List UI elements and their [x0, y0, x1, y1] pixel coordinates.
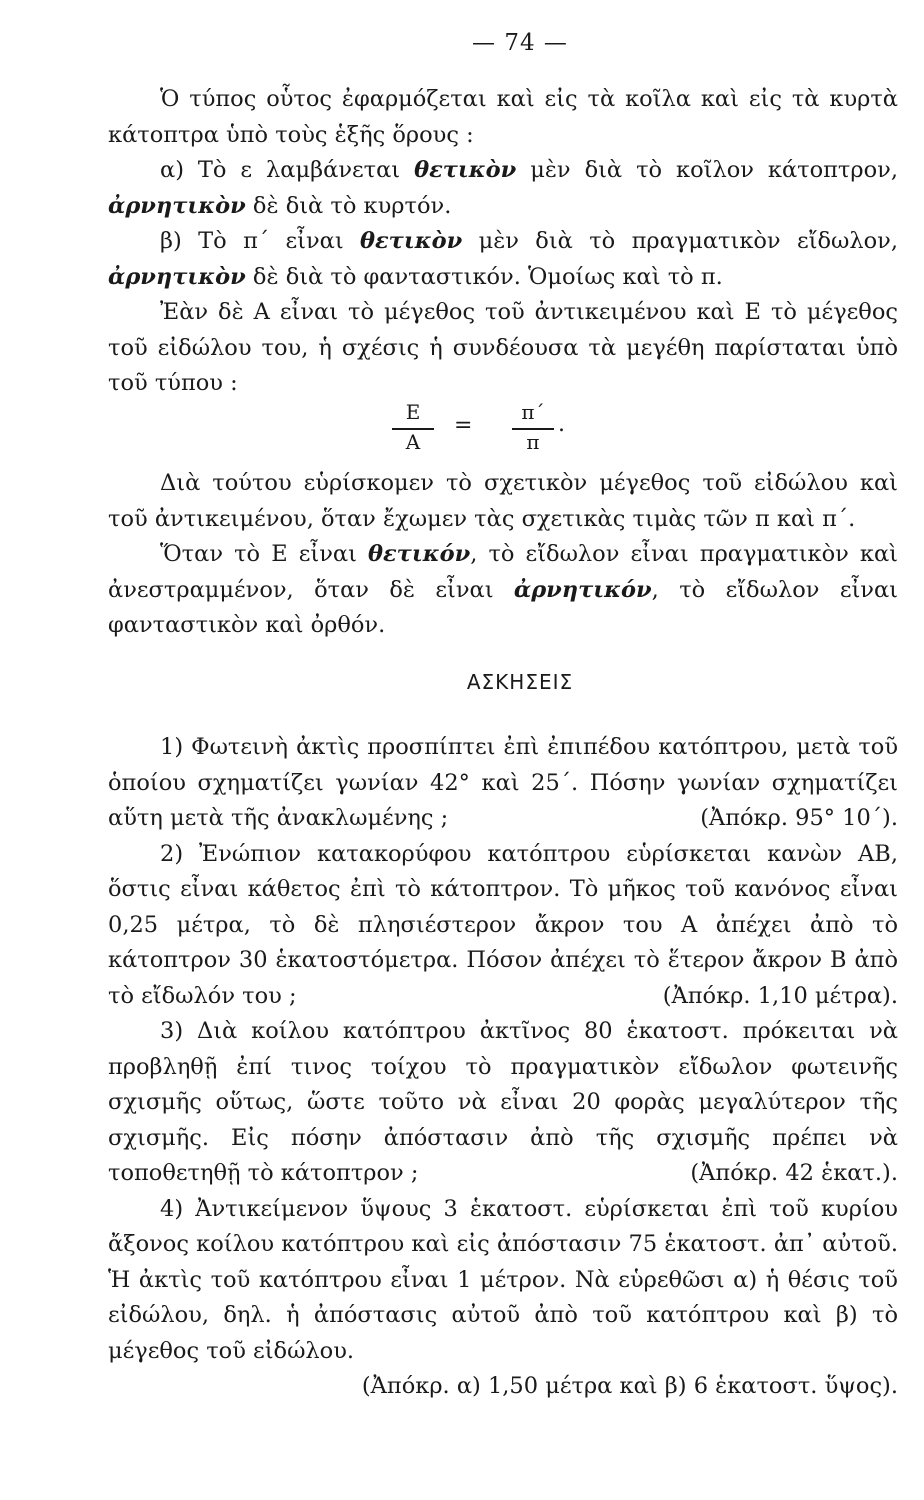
- exercise-answer: (Ἀπόκρ. 42 ἑκατ.).: [690, 1160, 898, 1186]
- exercise-1: 1) Φωτεινὴ ἀκτὶς προσπίπτει ἐπὶ ἐπιπέδου κατόπτρου, μετὰ τοῦ ὁποίου σχηματίζει γωνίαν 42° καὶ 25΄. Πόσην γωνίαν σχηματίζει αὕτη μετὰ τῆς ἀνακλωμένης ; (Ἀπόκρ. 95° 10΄).: [108, 730, 898, 837]
- paragraph-size-relation: Ἐὰν δὲ Α εἶναι τὸ μέγεθος τοῦ ἀντικειμένου καὶ Ε τὸ μέγεθος τοῦ εἰδώλου του, ἡ σχέσις ἡ συνδέουσα τὰ μεγέθη παρίσταται ὑπὸ τοῦ τύπου :: [108, 299, 898, 396]
- exercise-answer: (Ἀπόκρ. 95° 10΄).: [700, 805, 898, 831]
- bold-term: θετικὸν: [414, 157, 517, 183]
- fraction-denominator: Α: [405, 430, 421, 454]
- theory-section-continued: [108, 466, 898, 644]
- paragraph-image-type: Ὅταν τὸ Ε εἶναι θετικόν, τὸ εἴδωλον εἶναι πραγματικὸν καὶ ἀνεστραμμένον, ὅταν δὲ εἶναι ἀρνητικόν, τὸ εἴδωλον εἶναι φανταστικὸν καὶ ὀρθόν.: [108, 541, 898, 638]
- bold-term: θετικόν: [368, 541, 471, 567]
- bold-term: ἀρνητικὸν: [108, 192, 246, 219]
- formula-period: .: [558, 412, 565, 437]
- theory-section: [108, 82, 898, 402]
- paragraph-intro: Ὁ τύπος οὗτος ἐφαρμόζεται καὶ εἰς τὰ κοῖλα καὶ εἰς τὰ κυρτὰ κάτοπτρα ὑπὸ τοὺς ἑξῆς ὅρους :: [108, 86, 898, 148]
- exercise-3: 3) Διὰ κοίλου κατόπτρου ἀκτῖνος 80 ἑκατοστ. πρόκειται νὰ προβληθῇ ἐπί τινος τοίχου τὸ πραγματικὸν εἴδωλον φωτεινῆς σχισμῆς οὕτως, ὥστε τοῦτο νὰ εἶναι 20 φορὰς μεγαλύτερον τῆς σχισμῆς. Εἰς πόσην ἀπόστασιν ἀπὸ τῆς σχισμῆς πρέπει νὰ τοποθετηθῇ τὸ κάτοπτρον ; (Ἀπόκρ. 42 ἑκατ.).: [108, 1014, 898, 1192]
- paragraph-relative-size: Διὰ τούτου εὑρίσκομεν τὸ σχετικὸν μέγεθος τοῦ εἰδώλου καὶ τοῦ ἀντικειμένου, ὅταν ἔχωμεν τὰς σχετικὰς τιμὰς τῶν π καὶ π΄.: [108, 470, 898, 532]
- bold-term: ἀρνητικὸν: [108, 263, 246, 290]
- equals-sign: =: [454, 413, 473, 438]
- page-number: — 74 —: [472, 30, 568, 56]
- exercise-answer: (Ἀπόκρ. 1,10 μέτρα).: [662, 982, 898, 1009]
- exercise-answer: (Ἀπόκρ. α) 1,50 μέτρα καὶ β) 6 ἑκατοστ. ὕψος).: [361, 1373, 898, 1399]
- fraction-numerator: Ε: [405, 400, 421, 424]
- exercises-heading: ΑΣΚΗΣΕΙΣ: [466, 670, 574, 694]
- fraction-denominator: π: [526, 430, 540, 454]
- exercise-4: 4) Ἀντικείμενον ὕψους 3 ἑκατοστ. εὑρίσκεται ἐπὶ τοῦ κυρίου ἄξονος κοίλου κατόπτρου καὶ εἰς ἀπόστασιν 75 ἑκατοστ. ἀπ᾽ αὐτοῦ. Ἡ ἀκτὶς τοῦ κατόπτρου εἶναι 1 μέτρον. Νὰ εὑρεθῶσι α) ἡ θέσις τοῦ εἰδώλου, δηλ. ἡ ἀπόστασις αὐτοῦ ἀπὸ τοῦ κατόπτρου καὶ β) τὸ μέγεθος τοῦ εἰδώλου.: [108, 1195, 898, 1364]
- paragraph-rule-b: β) Τὸ π΄ εἶναι θετικὸν μὲν διὰ τὸ πραγματικὸν εἴδωλον, ἀρνητικὸν δὲ διὰ τὸ φανταστικόν. Ὁμοίως καὶ τὸ π.: [108, 228, 898, 290]
- magnification-formula: [390, 400, 610, 460]
- paragraph-rule-a: α) Τὸ ε λαμβάνεται θετικὸν μὲν διὰ τὸ κοῖλον κάτοπτρον, ἀρνητικὸν δὲ διὰ τὸ κυρτόν.: [108, 157, 898, 219]
- exercises-section: [108, 730, 898, 1405]
- bold-term: θετικὸν: [360, 228, 463, 254]
- bold-term: ἀρνητικόν: [513, 576, 652, 603]
- fraction-numerator: π΄: [521, 400, 545, 424]
- exercise-2: 2) Ἐνώπιον κατακορύφου κατόπτρου εὑρίσκεται κανὼν ΑΒ, ὅστις εἶναι κάθετος ἐπὶ τὸ κάτοπτρον. Τὸ μῆκος τοῦ κανόνος εἶναι 0,25 μέτρα, τὸ δὲ πλησιέστερον ἄκρον του Α ἀπέχει ἀπὸ τὸ κάτοπτρον 30 ἑκατοστόμετρα. Πόσον ἀπέχει τὸ ἕτερον ἄκρον Β ἀπὸ τὸ εἴδωλόν του ; (Ἀπόκρ. 1,10 μέτρα).: [108, 837, 898, 1015]
